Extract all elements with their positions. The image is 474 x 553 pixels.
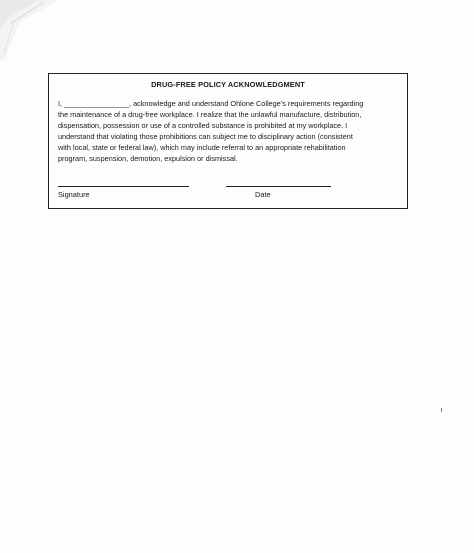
document-title: DRUG-FREE POLICY ACKNOWLEDGMENT — [151, 80, 305, 89]
body-line: understand that violating those prohibitions can subject me to disciplinary action (consistent — [58, 131, 353, 141]
scan-speck — [441, 408, 442, 412]
acknowledgment-box — [48, 73, 408, 209]
body-line: the maintenance of a drug-free workplace. I realize that the unlawful manufacture, distribution, — [58, 109, 362, 119]
body-line: dispensation, possession or use of a controlled substance is prohibited at my workplace. I — [58, 120, 348, 130]
signature-row — [58, 186, 398, 206]
date-label: Date — [255, 190, 271, 199]
body-line: program, suspension, demotion, expulsion or dismissal. — [58, 153, 238, 163]
signature-line[interactable] — [58, 186, 189, 187]
date-line[interactable] — [226, 186, 331, 187]
scan-corner-artifact — [0, 0, 60, 60]
body-line: I, ________________, acknowledge and understand Ohlone College’s requirements regarding — [58, 99, 364, 108]
acknowledgment-text — [58, 99, 398, 164]
body-line: with local, state or federal law), which may include referral to an appropriate rehabilitation — [58, 142, 346, 152]
signature-label: Signature — [58, 190, 90, 199]
